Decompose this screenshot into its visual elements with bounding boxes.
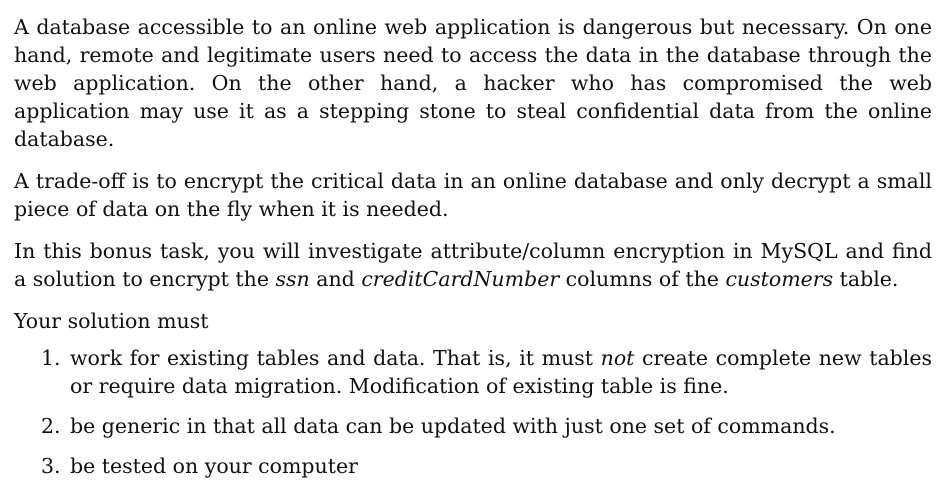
list-item [14, 344, 932, 400]
tradeoff-paragraph: A trade-off is to encrypt the critical data in an online database and only decrypt a small piece of data on the fly when it is needed. [14, 169, 932, 221]
task-text-part4: table. [833, 267, 899, 291]
list-item-emphasis: not [600, 346, 635, 370]
intro-paragraph: A database accessible to an online web application is dangerous but necessary. On one hand, remote and legitimate users need to access the data in the database through the web application. On the other hand, a hacker who has compromised the web application may use it as a stepping stone to steal confidential data from the online database. [14, 15, 932, 151]
list-item-number: 1. [41, 346, 61, 370]
list-item-text-before: be tested on your computer [70, 454, 358, 478]
credit-card-column-name: creditCardNumber [361, 267, 560, 291]
list-item [14, 452, 932, 480]
list-item-text [70, 412, 932, 440]
list-item-text-after: create complete new tables or require data migration. Modification of existing table is fine. [70, 346, 933, 398]
list-item-text [70, 452, 932, 480]
requirements-list [14, 344, 932, 480]
task-text-part3: columns of the [559, 267, 726, 291]
list-item-number: 3. [41, 454, 61, 478]
solution-lead-in: Your solution must [14, 309, 209, 333]
list-item-text [70, 344, 932, 400]
task-text-part1: In this bonus task, you will investigate attribute/column encryption in MySQL and find a solution to encrypt the [14, 239, 932, 291]
customers-table-name: customers [725, 267, 834, 291]
ssn-column-name: ssn [275, 267, 310, 291]
list-item [14, 412, 932, 440]
list-item-number: 2. [41, 414, 61, 438]
list-item-text-before: be generic in that all data can be updated with just one set of commands. [70, 414, 836, 438]
task-paragraph [14, 237, 932, 293]
list-item-text-before: work for existing tables and data. That is, it must [70, 346, 601, 370]
task-text-part2: and [309, 267, 362, 291]
